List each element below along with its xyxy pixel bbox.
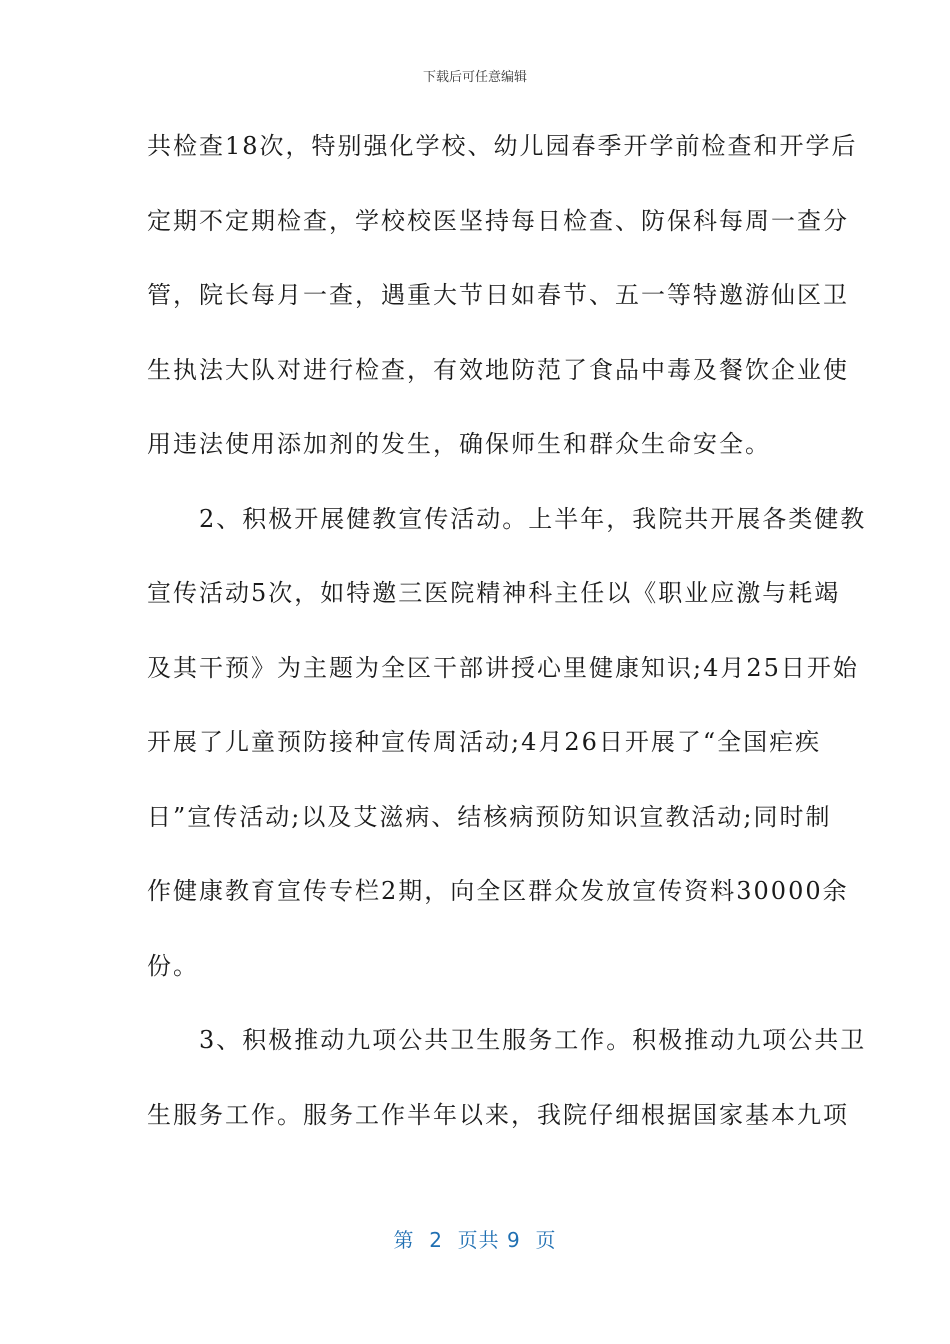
text-line: 作健康教育宣传专栏2期，向全区群众发放宣传资料30000余	[147, 877, 849, 905]
document-body	[147, 122, 867, 1165]
text-line: 定期不定期检查，学校校医坚持每日检查、防保科每周一查分	[147, 206, 849, 235]
text-line: 3、积极推动九项公共卫生服务工作。积极推动九项公共卫	[147, 1026, 867, 1054]
text-line: 管，院长每月一查，遇重大节日如春节、五一等特邀游仙区卫	[147, 281, 849, 309]
text-line: 日”宣传活动;以及艾滋病、结核病预防知识宣教活动;同时制	[147, 802, 832, 831]
text-line: 2、积极开展健教宣传活动。上半年，我院共开展各类健教	[147, 504, 867, 533]
text-line: 生服务工作。服务工作半年以来，我院仔细根据国家基本九项	[147, 1100, 849, 1129]
text-line: 及其干预》为主题为全区干部讲授心里健康知识;4月25日开始	[147, 653, 859, 682]
text-line: 开展了儿童预防接种宣传周活动;4月26日开展了“全国疟疾	[147, 728, 822, 756]
page-number-footer	[0, 1224, 950, 1253]
text-line: 宣传活动5次，如特邀三医院精神科主任以《职业应激与耗竭	[147, 579, 841, 607]
page-header-note: 下载后可任意编辑	[422, 70, 527, 85]
text-line: 共检查18次，特别强化学校、幼儿园春季开学前检查和开学后	[147, 132, 858, 160]
text-line: 份。	[147, 951, 199, 980]
text-line: 用违法使用添加剂的发生，确保师生和群众生命安全。	[147, 430, 771, 458]
text-line: 生执法大队对进行检查，有效地防范了食品中毒及餐饮企业使	[147, 355, 849, 384]
page-number-label: 第 2 页共 9 页	[393, 1228, 557, 1252]
